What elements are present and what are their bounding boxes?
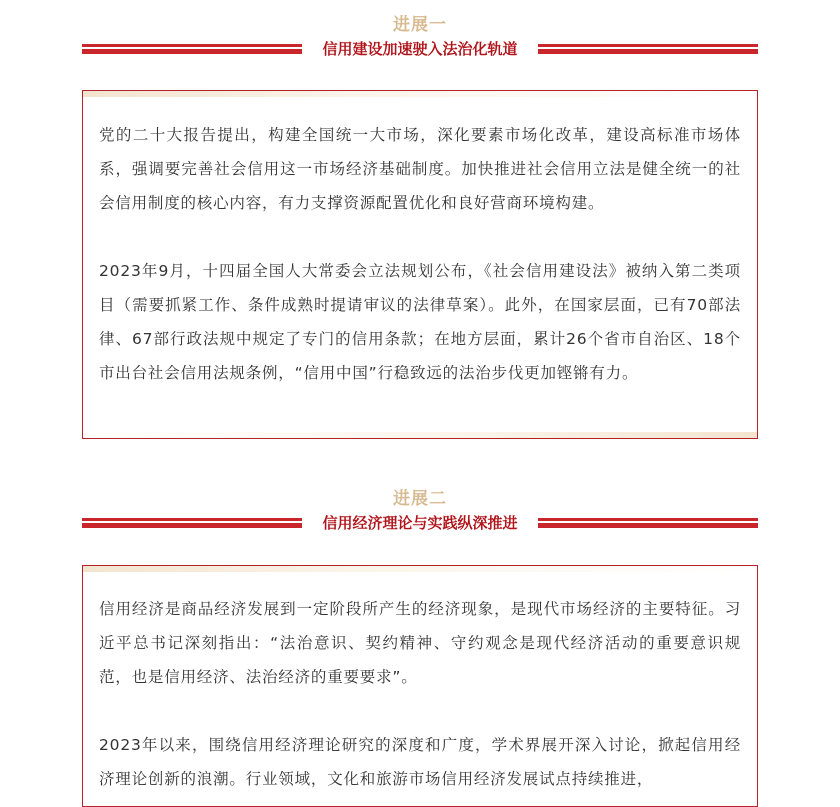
- section-1-body: [83, 91, 757, 390]
- section-2-paragraph-2: 2023年以来，围绕信用经济理论研究的深度和广度，学术界展开深入讨论，掀起信用经济理论创新的浪潮。行业领域，文化和旅游市场信用经济发展试点持续推进，: [99, 736, 741, 788]
- section-1-title-bar: [82, 38, 758, 60]
- section-2-content-box: [82, 565, 758, 807]
- section-1-content-box: [82, 90, 758, 439]
- section-2-title: 信用经济理论与实践纵深推进: [322, 514, 518, 532]
- section-2-kicker: 进展二: [393, 489, 447, 509]
- section-1-kicker: 进展一: [393, 15, 447, 35]
- section-2-paragraph-1: 信用经济是商品经济发展到一定阶段所产生的经济现象，是现代市场经济的主要特征。习近平总书记深刻指出：“法治意识、契约精神、守约观念是现代经济活动的重要意识规范，也是信用经济、法治经济的重要要求”。: [99, 600, 741, 686]
- section-1-header: [82, 14, 758, 60]
- section-1-title: 信用建设加速驶入法治化轨道: [322, 40, 518, 58]
- section-1-paragraph-1: 党的二十大报告提出，构建全国统一大市场，深化要素市场化改革，建设高标准市场体系，强调要完善社会信用这一市场经济基础制度。加快推进社会信用立法是健全统一的社会信用制度的核心内容，有力支撑资源配置优化和良好营商环境构建。: [99, 126, 741, 212]
- section-2-header: [82, 488, 758, 534]
- box-bottom-accent: [83, 432, 757, 438]
- section-1-paragraph-2: 2023年9月，十四届全国人大常委会立法规划公布，《社会信用建设法》被纳入第二类项目（需要抓紧工作、条件成熟时提请审议的法律草案）。此外，在国家层面，已有70部法律、67部行政法规中规定了专门的信用条款；在地方层面，累计26个省市自治区、18个市出台社会信用法规条例，“信用中国”行稳致远的法治步伐更加铿锵有力。: [99, 262, 741, 382]
- box-top-accent: [83, 91, 757, 97]
- box-top-accent: [83, 566, 757, 572]
- section-2-body: [83, 566, 757, 796]
- section-2-title-bar: [82, 512, 758, 534]
